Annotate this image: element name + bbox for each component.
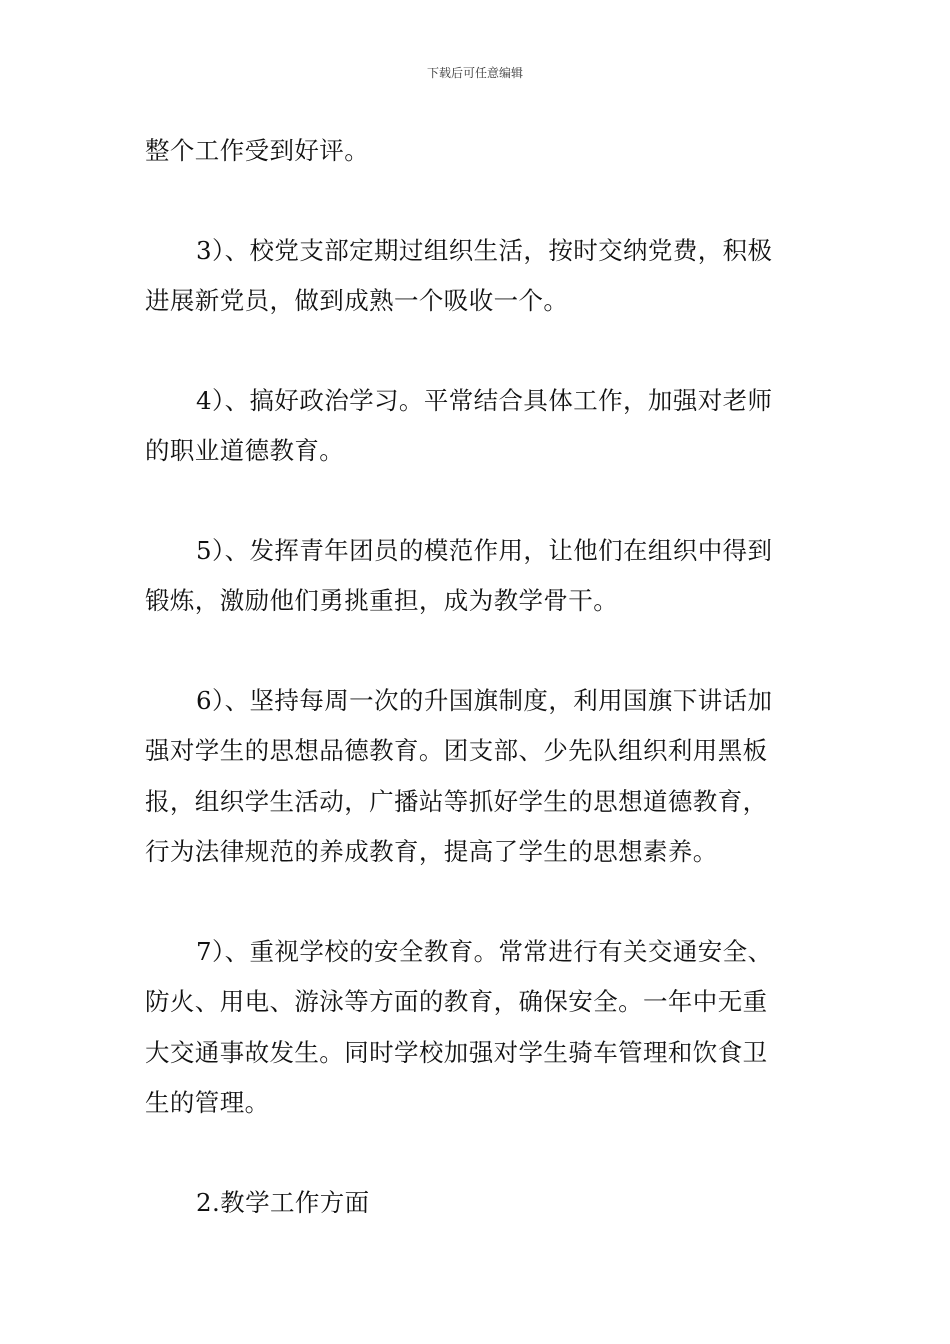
section-heading: 2.教学工作方面: [196, 1187, 370, 1217]
paragraph-line: 3）、校党支部定期过组织生活，按时交纳党费，积极: [196, 235, 773, 265]
paragraph-line: 防火、用电、游泳等方面的教育，确保安全。一年中无重: [145, 987, 768, 1016]
paragraph-line: 报，组织学生活动，广播站等抓好学生的思想道德教育，: [145, 786, 768, 816]
paragraph-7: [145, 927, 809, 1129]
paragraph-line: 锻炼，激励他们勇挑重担，成为教学骨干。: [145, 586, 619, 615]
paragraph-line: 整个工作受到好评。: [145, 136, 370, 165]
paragraph-line: 进展新党员，做到成熟一个吸收一个。: [145, 286, 569, 315]
paragraph-line: 强对学生的思想品德教育。团支部、少先队组织利用黑板: [145, 736, 768, 765]
paragraph-6: [145, 676, 809, 878]
paragraph-line: 的职业道德教育。: [145, 436, 345, 465]
paragraph-line: 7）、重视学校的安全教育。常常进行有关交通安全、: [196, 936, 773, 966]
paragraph-1: [145, 126, 809, 177]
paragraph-3: [145, 226, 809, 327]
paragraph-4: [145, 376, 809, 477]
page-header: 下载后可任意编辑: [426, 66, 523, 80]
paragraph-5: [145, 526, 809, 627]
paragraph-line: 5）、发挥青年团员的模范作用，让他们在组织中得到: [196, 535, 773, 565]
paragraph-line: 行为法律规范的养成教育，提高了学生的思想素养。: [145, 837, 718, 866]
paragraph-line: 6）、坚持每周一次的升国旗制度，利用国旗下讲话加: [196, 685, 773, 715]
paragraph-line: 4）、搞好政治学习。平常结合具体工作，加强对老师: [196, 385, 773, 415]
document-body: [145, 126, 809, 1228]
paragraph-line: 大交通事故发生。同时学校加强对学生骑车管理和饮食卫: [145, 1037, 768, 1067]
paragraph-line: 生的管理。: [145, 1088, 270, 1117]
